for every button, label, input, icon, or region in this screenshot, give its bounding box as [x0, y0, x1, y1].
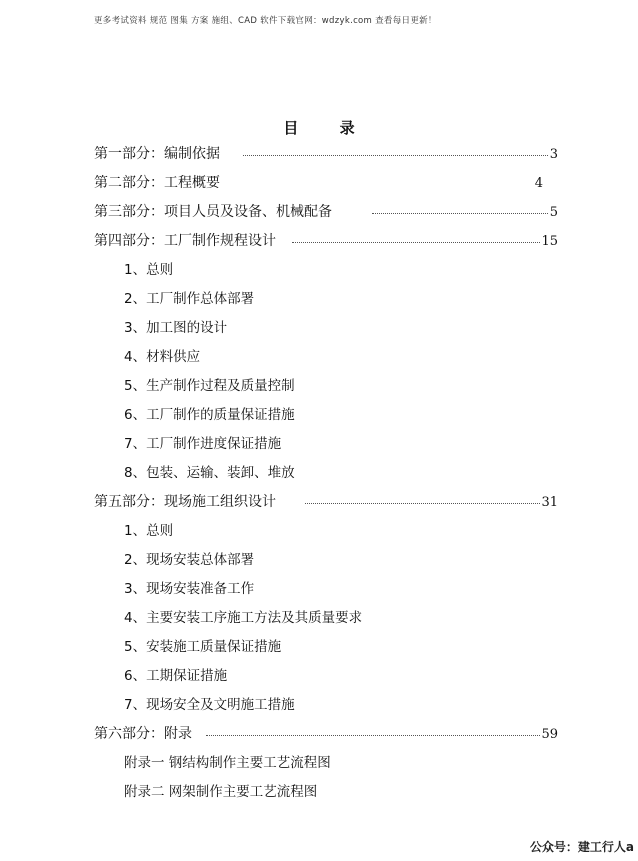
toc-subitem[interactable]	[0, 343, 638, 372]
toc-subitem[interactable]	[0, 459, 638, 488]
toc-appendix-item[interactable]	[0, 749, 638, 778]
toc-part-5[interactable]	[0, 488, 638, 517]
toc-page-number: 15	[540, 227, 558, 256]
toc-part-label: 第一部分：编制依据	[94, 146, 220, 162]
toc-subitem[interactable]	[0, 604, 638, 633]
toc-part-label: 第五部分：现场施工组织设计	[94, 494, 276, 510]
toc-subitem-label: 3、加工图的设计	[124, 320, 228, 336]
toc-subitem-label: 1、总则	[124, 523, 174, 539]
watermark-text: 公众号：建工行人a	[529, 840, 634, 854]
toc-subitem[interactable]	[0, 517, 638, 546]
toc-part-label: 第三部分：项目人员及设备、机械配备	[94, 204, 332, 220]
toc-subitem[interactable]	[0, 401, 638, 430]
toc-appendix-item[interactable]	[0, 778, 638, 807]
dot-leader	[206, 735, 556, 736]
toc-page-number: 4	[534, 176, 543, 191]
toc-subitem-label: 6、工期保证措施	[124, 668, 228, 684]
toc-subitem[interactable]	[0, 691, 638, 720]
toc-part-label: 第二部分：工程概要	[94, 175, 220, 191]
dot-leader	[292, 242, 556, 243]
toc-page-number: 5	[549, 198, 558, 227]
toc-part-6[interactable]	[0, 720, 638, 749]
toc-page-number: 31	[540, 488, 558, 517]
toc-subitem-label: 8、包装、运输、装卸、堆放	[124, 465, 295, 481]
toc-subitem-label: 6、工厂制作的质量保证措施	[124, 407, 295, 423]
toc-subitem-label: 2、工厂制作总体部署	[124, 291, 255, 307]
toc-part-1[interactable]	[0, 140, 638, 169]
dot-leader	[305, 503, 556, 504]
table-of-contents	[0, 140, 638, 807]
toc-subitem-label: 5、安装施工质量保证措施	[124, 639, 282, 655]
toc-part-3[interactable]	[0, 198, 638, 227]
toc-subitem-label: 7、工厂制作进度保证措施	[124, 436, 282, 452]
dot-leader	[243, 155, 556, 156]
toc-part-label: 第四部分：工厂制作规程设计	[94, 233, 276, 249]
toc-subitem[interactable]	[0, 575, 638, 604]
toc-subitem[interactable]	[0, 285, 638, 314]
toc-subitem-label: 4、主要安装工序施工方法及其质量要求	[124, 610, 363, 626]
toc-subitem-label: 5、生产制作过程及质量控制	[124, 378, 295, 394]
toc-part-2[interactable]	[0, 169, 638, 198]
toc-subitem[interactable]	[0, 372, 638, 401]
dot-leader	[372, 213, 556, 214]
toc-part-label: 第六部分：附录	[94, 726, 192, 742]
toc-subitem[interactable]	[0, 256, 638, 285]
toc-page-number: 59	[540, 720, 558, 749]
toc-appendix-label: 附录一 钢结构制作主要工艺流程图	[124, 755, 331, 771]
header-banner: 更多考试资料 规范 图集 方案 施组、CAD 软件下载官网：wdzyk.com 查看每日更新！	[94, 16, 437, 26]
toc-appendix-label: 附录二 网架制作主要工艺流程图	[124, 784, 318, 800]
toc-subitem[interactable]	[0, 546, 638, 575]
toc-part-4[interactable]	[0, 227, 638, 256]
toc-subitem[interactable]	[0, 662, 638, 691]
toc-subitem-label: 7、现场安全及文明施工措施	[124, 697, 295, 713]
toc-subitem-label: 1、总则	[124, 262, 174, 278]
toc-page-number: 3	[549, 140, 558, 169]
toc-subitem[interactable]	[0, 314, 638, 343]
toc-subitem-label: 3、现场安装准备工作	[124, 581, 255, 597]
toc-subitem[interactable]	[0, 430, 638, 459]
toc-subitem[interactable]	[0, 633, 638, 662]
toc-title: 目 录	[283, 119, 373, 137]
toc-subitem-label: 2、现场安装总体部署	[124, 552, 255, 568]
toc-subitem-label: 4、材料供应	[124, 349, 201, 365]
